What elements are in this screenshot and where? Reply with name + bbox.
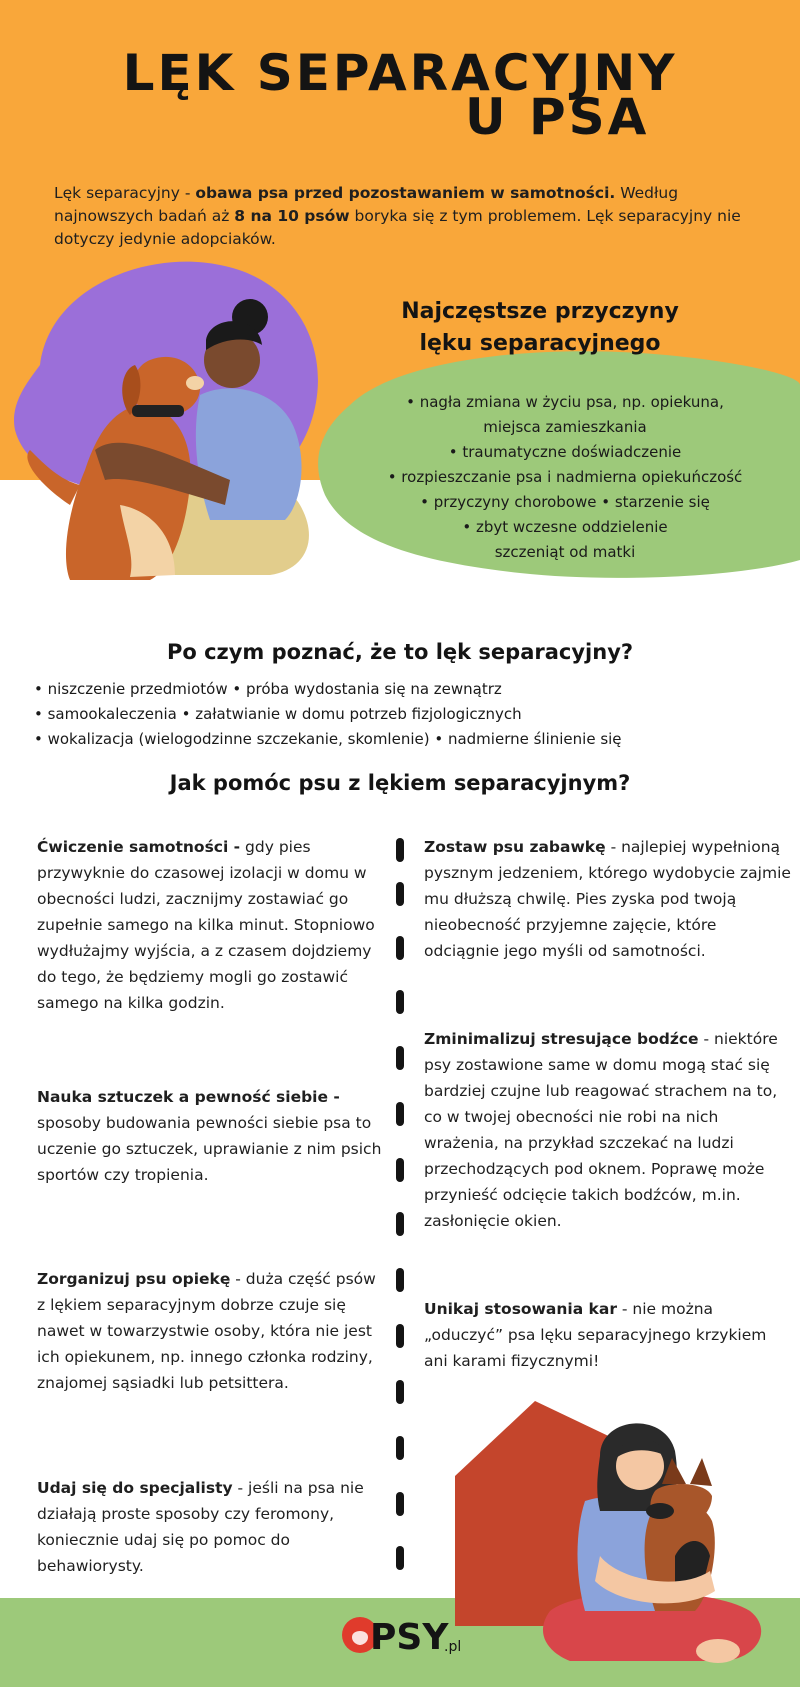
signs-line: • niszczenie przedmiotów • próba wydostania się na zewnątrz	[34, 680, 502, 698]
tip-heading: Udaj się do specjalisty	[37, 1479, 233, 1497]
tip-heading: Unikaj stosowania kar	[424, 1300, 617, 1318]
tip-heading: Ćwiczenie samotności -	[37, 838, 241, 856]
tip-heading: Zorganizuj psu opiekę	[37, 1270, 231, 1288]
title-line-1: LĘK SEPARACYJNY	[122, 44, 678, 102]
tip-minimize-stimuli	[424, 1026, 794, 1234]
intro-paragraph	[54, 182, 754, 251]
logo-suffix: .pl	[444, 1639, 462, 1655]
tip-tricks-confidence	[37, 1084, 382, 1188]
tip-text: - niektóre psy zostawione same w domu mogą stać się bardziej czujne lub reagować strachem na to, co w twojej obecności nie robi na nich wrażenia, na przykład szczekać na ludzi przechodzących pod oknem. Poprawę może przynieść odcięcie takich bodźców, m.in. zasłonięcie okien.	[424, 1030, 778, 1230]
cause-item: • traumatyczne doświadczenie	[448, 443, 682, 461]
intro-text-3: boryka się z tym problemem. Lęk separacyjny nie dotyczy jedynie adopciaków.	[54, 207, 741, 248]
tip-text: - nie można „oduczyć” psa lęku separacyjnego krzykiem ani karami fizycznymi!	[424, 1300, 767, 1370]
intro-text-1: Lęk separacyjny -	[54, 184, 196, 202]
signs-line: • wokalizacja (wielogodzinne szczekanie, skomlenie) • nadmierne ślinienie się	[34, 730, 622, 748]
intro-bold-1: obawa psa przed pozostawaniem w samotności.	[195, 184, 616, 202]
causes-heading	[330, 296, 750, 360]
tip-avoid-punishment	[424, 1296, 794, 1374]
tip-text: - najlepiej wypełnioną pysznym jedzeniem, którego wydobycie zajmie mu dłuższą chwilę. Pies zyska pod twoją nieobecność przyjemne zajęcie, które odciągnie jego myśli od samotności.	[424, 838, 791, 960]
tip-organize-care	[37, 1266, 382, 1396]
tip-heading: Zminimalizuj stresujące bodźce	[424, 1030, 699, 1048]
woman-hugging-dog-illustration	[0, 255, 340, 585]
causes-heading-line-2: lęku separacyjnego	[419, 331, 661, 356]
tip-text: - duża część psów z lękiem separacyjnym dobrze czuje się nawet w towarzystwie osoby, która nie jest ich opiekunem, np. innego członka rodziny, znajomej sąsiadki lub petsittera.	[37, 1270, 376, 1392]
intro-bold-2: 8 na 10 psów	[234, 207, 350, 225]
title-line-2: U PSA	[465, 88, 650, 146]
causes-list	[330, 390, 800, 565]
cause-item: • zbyt wczesne oddzielenie	[462, 518, 668, 536]
causes-heading-line-1: Najczęstsze przyczyny	[401, 299, 679, 324]
cause-item: miejsca zamieszkania	[483, 418, 647, 436]
tip-specialist	[37, 1475, 382, 1579]
psy-pl-logo[interactable]	[340, 1615, 460, 1665]
tip-text: sposoby budowania pewności siebie psa to uczenie go sztuczek, uprawianie z nim psich sportów czy tropienia.	[37, 1114, 382, 1184]
help-heading: Jak pomóc psu z lękiem separacyjnym?	[169, 771, 631, 795]
tip-text: - jeśli na psa nie działają proste sposoby czy feromony, koniecznie udaj się po pomoc do behawiorysty.	[37, 1479, 364, 1575]
intro-text-2: Według najnowszych badań aż	[54, 184, 679, 225]
tip-toy	[424, 834, 794, 964]
tip-text: gdy pies przywyknie do czasowej izolacji w domu w obecności ludzi, zacznijmy zostawiać go zupełnie samego na kilka minut. Stopniowo wydłużajmy wyjścia, a z czasem dojdziemy do tego, że będziemy mogli go zostawić samego na kilka godzin.	[37, 838, 375, 1012]
tip-heading: Nauka sztuczek a pewność siebie -	[37, 1088, 340, 1106]
signs-list	[34, 677, 794, 752]
logo-text: PSY	[370, 1617, 449, 1658]
signs-heading: Po czym poznać, że to lęk separacyjny?	[166, 640, 634, 664]
cause-item: • rozpieszczanie psa i nadmierna opiekuńczość	[387, 468, 743, 486]
cause-item: • nagła zmiana w życiu psa, np. opiekuna,	[406, 393, 724, 411]
signs-line: • samookaleczenia • załatwianie w domu potrzeb fizjologicznych	[34, 705, 522, 723]
cause-item: szczeniąt od matki	[494, 543, 636, 561]
woman-with-dog-tent-illustration	[450, 1396, 795, 1687]
tip-heading: Zostaw psu zabawkę	[424, 838, 606, 856]
cause-item: • przyczyny chorobowe • starzenie się	[420, 493, 710, 511]
tip-alone-training	[37, 834, 382, 1016]
